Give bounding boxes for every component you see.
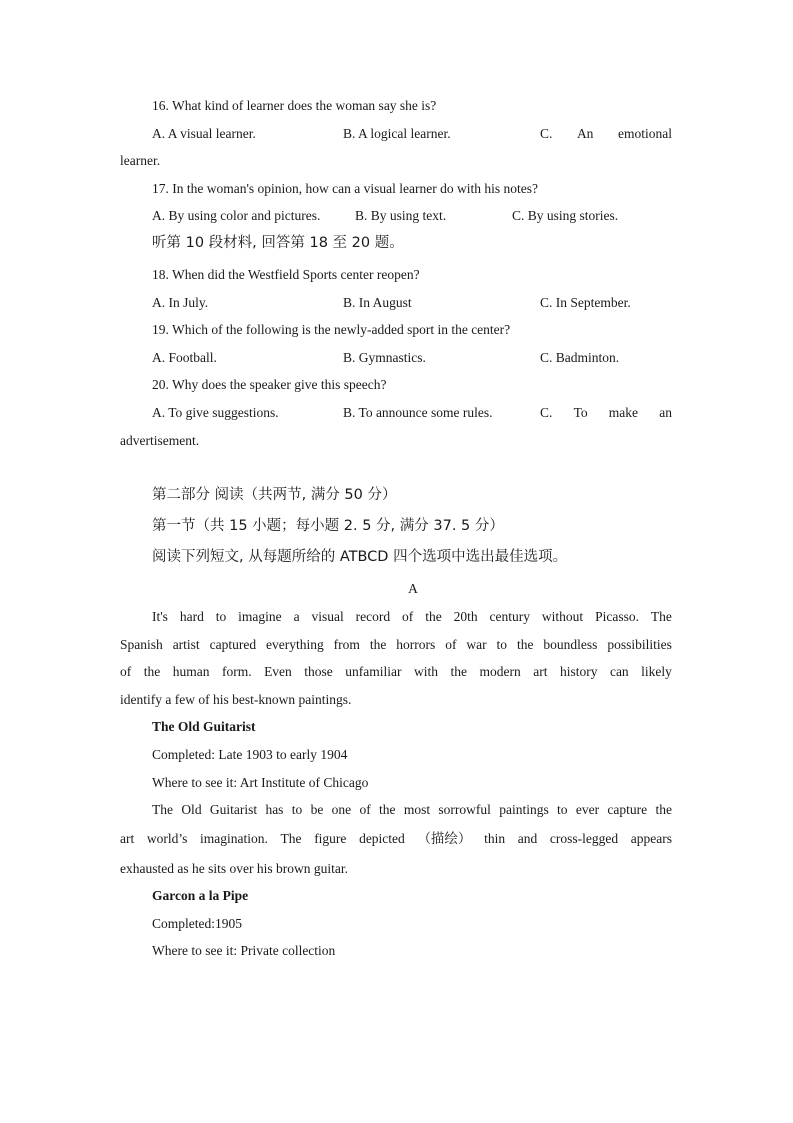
question-20-stem: 20. Why does the speaker give this speech? xyxy=(152,377,387,392)
word: hard xyxy=(179,609,204,624)
word: human xyxy=(172,664,210,679)
word: form. xyxy=(221,664,252,679)
word: the xyxy=(143,664,161,679)
painting-title-old-guitarist: The Old Guitarist xyxy=(152,719,256,734)
word: likely xyxy=(641,664,672,679)
passage-line-4: identify a few of his best-known paintings. xyxy=(120,692,352,707)
word: possibilities xyxy=(607,637,672,652)
word: war xyxy=(466,637,487,652)
passage-line-1 xyxy=(152,608,672,626)
passage-line-3 xyxy=(120,663,672,681)
q16-option-c-continued: learner. xyxy=(120,153,161,168)
painting-description-line-1 xyxy=(152,801,672,819)
word: Guitarist xyxy=(209,802,258,817)
word: a xyxy=(293,609,300,624)
word: Even xyxy=(264,664,292,679)
word: Old xyxy=(181,802,202,817)
q18-option-a: A. In July. xyxy=(152,295,209,310)
reading-instruction: 阅读下列短文, 从每题所给的 ATBCD 四个选项中选出最佳选项。 xyxy=(152,549,568,565)
word: has xyxy=(265,802,284,817)
word: sorrowful xyxy=(438,802,491,817)
q20-option-a: A. To give suggestions. xyxy=(152,405,279,420)
section-instruction: 听第 10 段材料, 回答第 18 至 20 题。 xyxy=(152,235,404,251)
word: the xyxy=(379,802,396,817)
word: capture xyxy=(607,802,648,817)
word: history xyxy=(559,664,598,679)
word: of xyxy=(402,609,414,624)
word: The xyxy=(650,609,672,624)
word: Spanish xyxy=(120,637,163,652)
word: to xyxy=(215,609,227,624)
painting-completed: Completed: Late 1903 to early 1904 xyxy=(152,747,348,762)
word: of xyxy=(359,802,371,817)
word: those xyxy=(304,664,333,679)
word: without xyxy=(541,609,584,624)
word: The xyxy=(280,831,302,846)
word: cross-legged xyxy=(549,831,619,846)
q17-option-b: B. By using text. xyxy=(355,208,447,223)
word: thin xyxy=(484,831,506,846)
q16-option-c: C. An emotional xyxy=(540,126,672,141)
painting-completed-2: Completed:1905 xyxy=(152,916,242,931)
word: and xyxy=(517,831,538,846)
q20-option-b: B. To announce some rules. xyxy=(343,405,493,420)
q20-option-c: C. To make an xyxy=(540,405,672,420)
q19-option-a: A. Football. xyxy=(152,350,217,365)
word: imagination. xyxy=(200,831,268,846)
word: boundless xyxy=(543,637,598,652)
word: depicted xyxy=(359,831,405,846)
word: everything xyxy=(266,637,324,652)
word: of xyxy=(445,637,457,652)
word: Picasso. xyxy=(595,609,639,624)
word: from xyxy=(333,637,360,652)
q18-option-c: C. In September. xyxy=(540,295,631,310)
q17-option-c: C. By using stories. xyxy=(512,208,619,223)
question-16-stem: 16. What kind of learner does the woman say she is? xyxy=(152,98,437,113)
word: world’s xyxy=(146,831,188,846)
word: modern xyxy=(479,664,521,679)
word: to xyxy=(557,802,568,817)
word: captured xyxy=(209,637,257,652)
q19-option-c: C. Badminton. xyxy=(540,350,620,365)
word: one xyxy=(331,802,352,817)
painting-description-line-3: exhausted as he sits over his brown guitar. xyxy=(120,861,348,876)
word: unfamiliar xyxy=(345,664,402,679)
word: the xyxy=(516,637,534,652)
word: most xyxy=(403,802,431,817)
word: record xyxy=(355,609,391,624)
word: 20th xyxy=(453,609,478,624)
word: to xyxy=(496,637,508,652)
painting-location: Where to see it: Art Institute of Chicago xyxy=(152,775,369,790)
word: figure xyxy=(314,831,347,846)
word: can xyxy=(609,664,629,679)
word: （描绘） xyxy=(417,831,472,846)
question-18-stem: 18. When did the Westfield Sports center reopen? xyxy=(152,267,420,282)
section-one-title: 第一节（共 15 小题；每小题 2. 5 分, 满分 37. 5 分） xyxy=(152,518,504,534)
word: visual xyxy=(311,609,344,624)
word: artist xyxy=(172,637,200,652)
q16-option-b: B. A logical learner. xyxy=(343,126,451,141)
word: art xyxy=(120,831,135,846)
question-19-stem: 19. Which of the following is the newly-added sport in the center? xyxy=(152,322,511,337)
word: horrors xyxy=(396,637,436,652)
q18-option-b: B. In August xyxy=(343,295,412,310)
word: century xyxy=(489,609,530,624)
painting-title-garcon-a-la-pipe: Garcon a la Pipe xyxy=(152,888,249,903)
word: of xyxy=(120,664,132,679)
word: the xyxy=(655,802,672,817)
q16-option-a: A. A visual learner. xyxy=(152,126,256,141)
q19-option-b: B. Gymnastics. xyxy=(343,350,426,365)
painting-description-line-2 xyxy=(120,830,672,848)
word: appears xyxy=(630,831,672,846)
passage-line-2 xyxy=(120,636,672,654)
word: with xyxy=(414,664,439,679)
word: the xyxy=(369,637,387,652)
painting-location-2: Where to see it: Private collection xyxy=(152,943,336,958)
word: be xyxy=(310,802,324,817)
word: the xyxy=(425,609,442,624)
word: paintings xyxy=(499,802,549,817)
word: imagine xyxy=(238,609,282,624)
word: art xyxy=(533,664,548,679)
word: The xyxy=(152,802,173,817)
word: the xyxy=(450,664,467,679)
passage-label: A xyxy=(408,581,418,596)
word: It's xyxy=(152,609,168,624)
q17-option-a: A. By using color and pictures. xyxy=(152,208,321,223)
q20-option-c-continued: advertisement. xyxy=(120,433,200,448)
word: ever xyxy=(575,802,600,817)
question-17-stem: 17. In the woman's opinion, how can a visual learner do with his notes? xyxy=(152,181,538,196)
part-two-title: 第二部分 阅读（共两节, 满分 50 分） xyxy=(152,487,397,503)
word: to xyxy=(291,802,303,817)
